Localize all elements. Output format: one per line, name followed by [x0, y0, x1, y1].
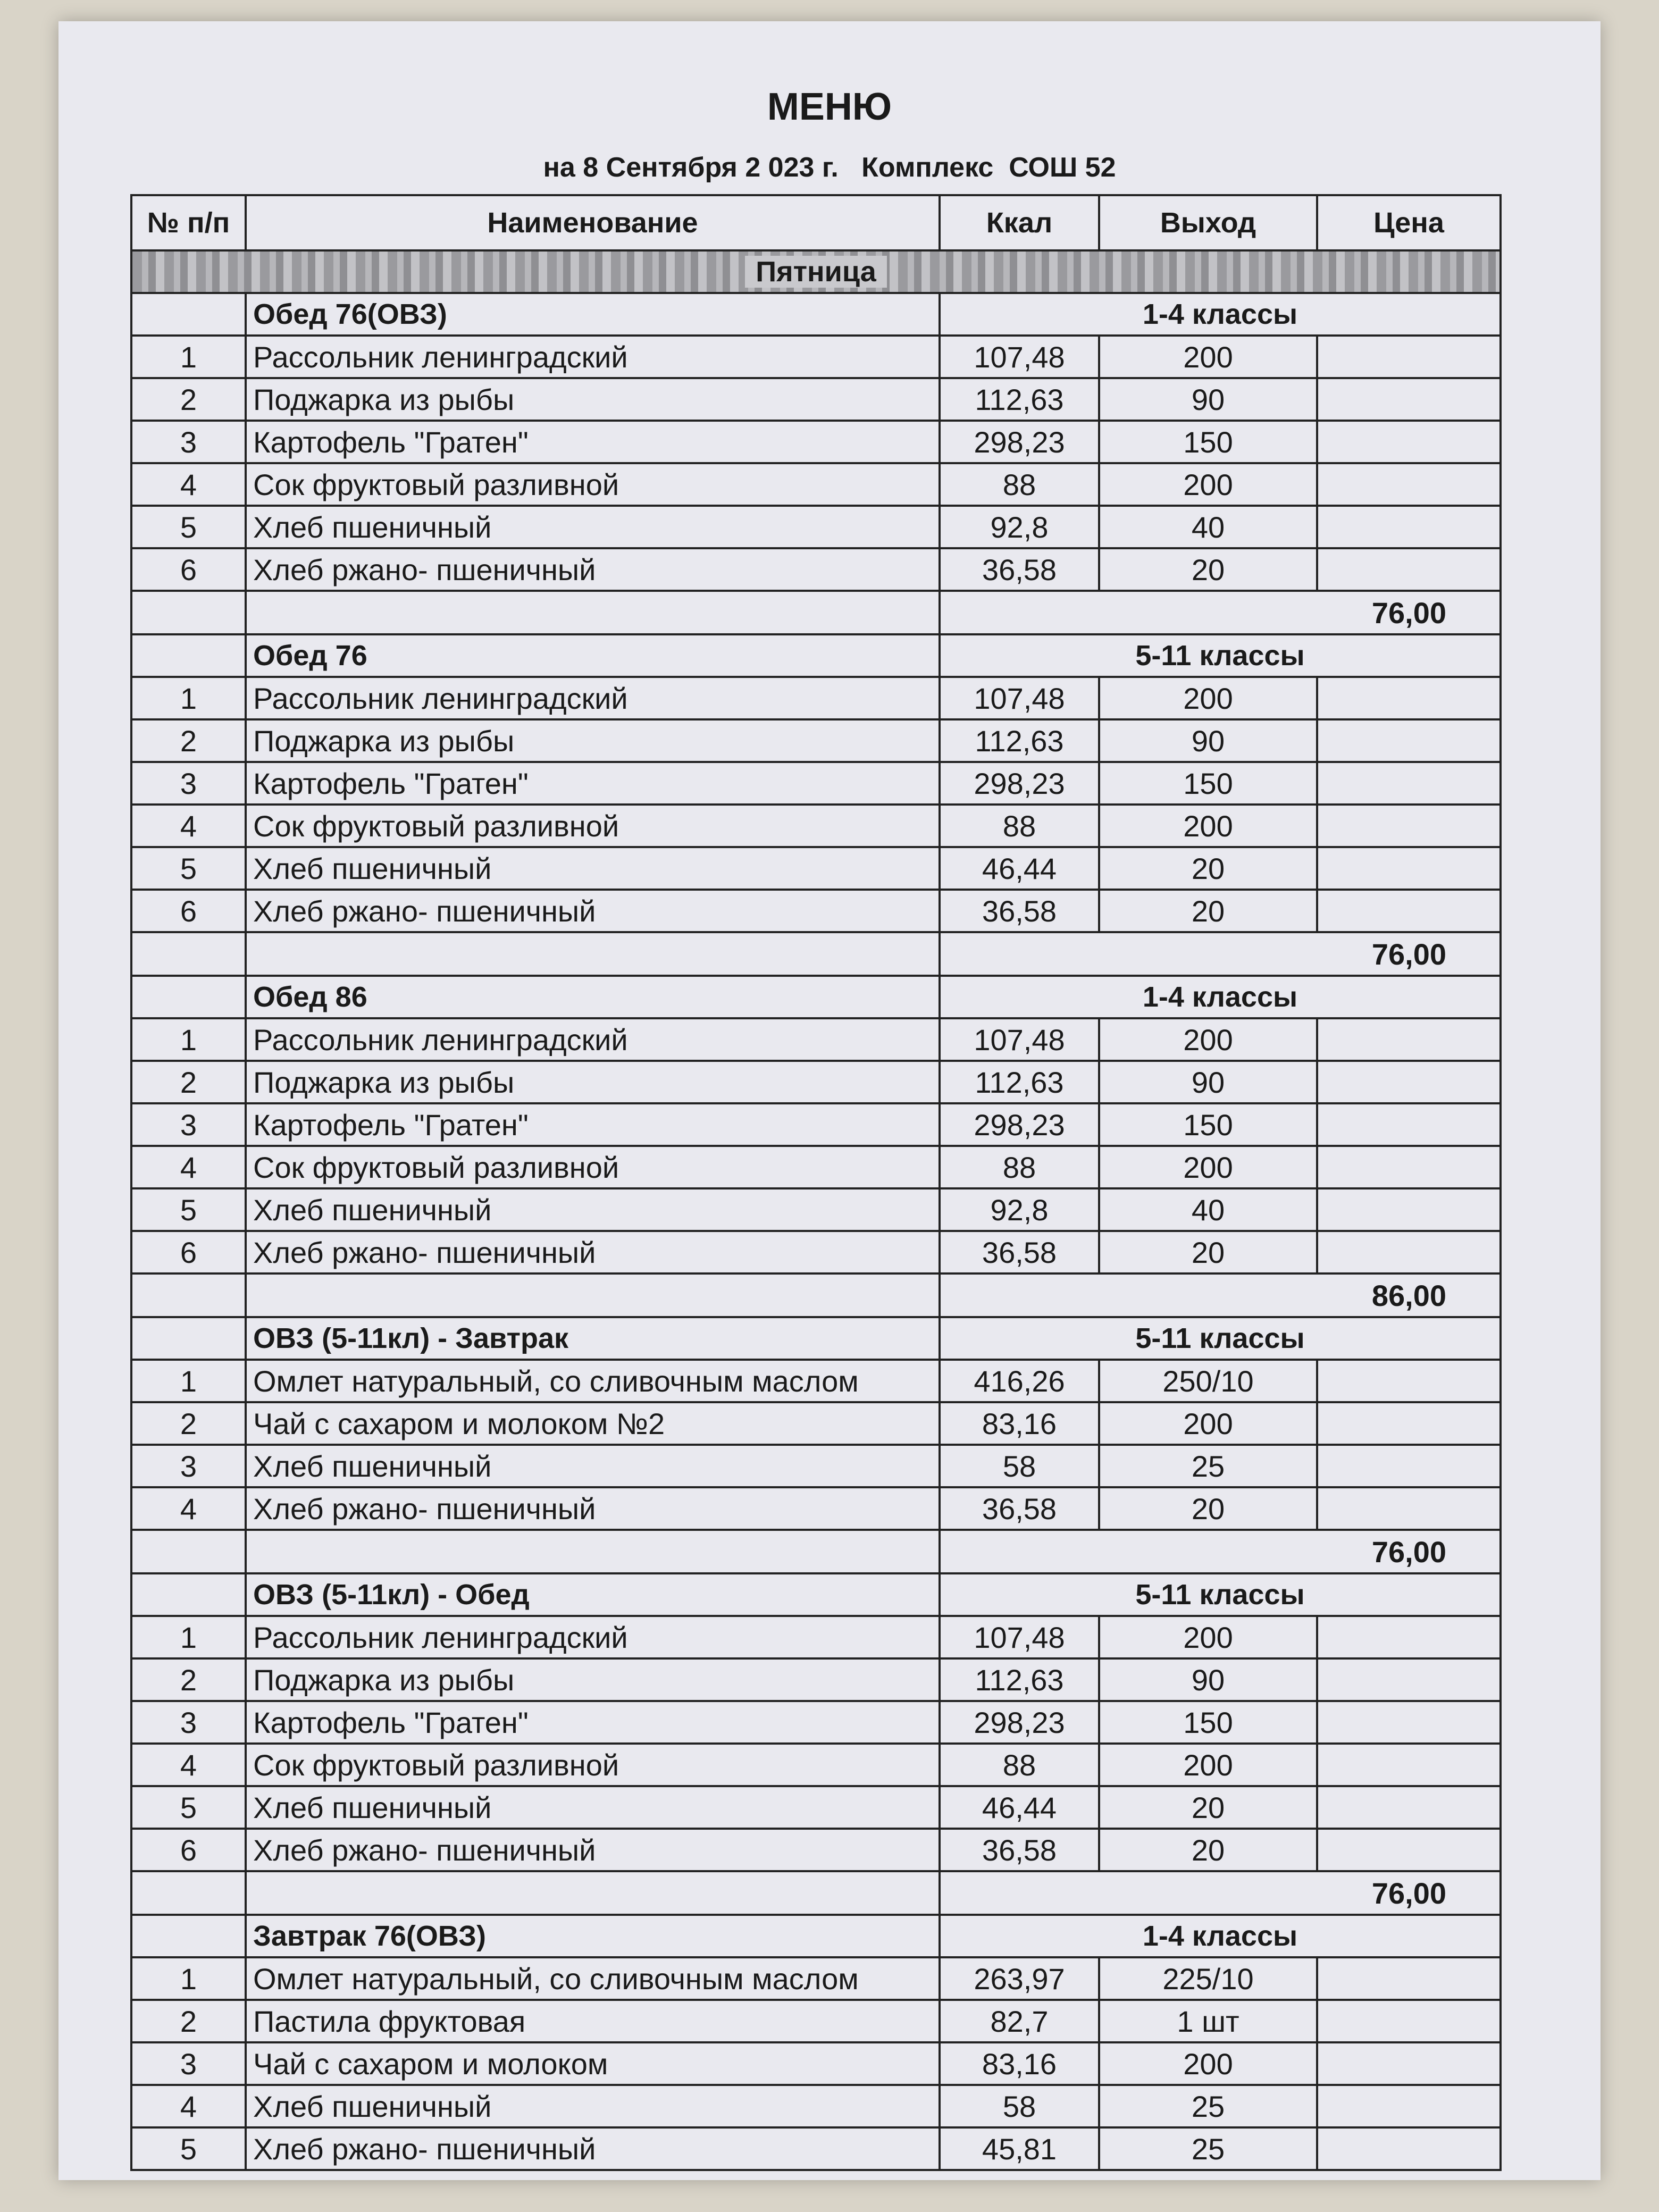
item-price: [1317, 1103, 1501, 1146]
item-kcal: 92,8: [940, 506, 1099, 548]
item-name: Хлеб ржано- пшеничный: [246, 890, 940, 932]
item-price: [1317, 1829, 1501, 1871]
item-yield: 90: [1099, 719, 1317, 762]
item-yield: 200: [1099, 1018, 1317, 1061]
item-number: 6: [131, 548, 246, 591]
item-name: Картофель "Гратен": [246, 762, 940, 805]
item-yield: 200: [1099, 1402, 1317, 1445]
item-name: Хлеб ржано- пшеничный: [246, 2127, 940, 2170]
item-kcal: 112,63: [940, 1061, 1099, 1103]
item-name: Пастила фруктовая: [246, 2000, 940, 2042]
item-price: [1317, 336, 1501, 378]
section-total-row: [131, 1273, 1501, 1317]
item-name: Хлеб пшеничный: [246, 847, 940, 890]
item-yield: 200: [1099, 336, 1317, 378]
item-price: [1317, 677, 1501, 719]
item-number: 6: [131, 890, 246, 932]
item-yield: 150: [1099, 762, 1317, 805]
header-kcal: Ккал: [940, 195, 1099, 250]
menu-item-row: [131, 1616, 1501, 1658]
item-name: Сок фруктовый разливной: [246, 1744, 940, 1786]
item-kcal: 298,23: [940, 1103, 1099, 1146]
menu-item-row: [131, 336, 1501, 378]
menu-item-row: [131, 1402, 1501, 1445]
menu-item-row: [131, 421, 1501, 463]
item-number: 3: [131, 762, 246, 805]
menu-item-row: [131, 1658, 1501, 1701]
item-yield: 20: [1099, 1487, 1317, 1530]
item-yield: 25: [1099, 2085, 1317, 2127]
item-kcal: 92,8: [940, 1188, 1099, 1231]
item-price: [1317, 548, 1501, 591]
total-blank: [246, 932, 940, 976]
item-number: 1: [131, 677, 246, 719]
item-kcal: 112,63: [940, 719, 1099, 762]
item-price: [1317, 805, 1501, 847]
item-number: 2: [131, 1658, 246, 1701]
day-row: [131, 250, 1501, 293]
item-price: [1317, 1188, 1501, 1231]
item-number: 2: [131, 2000, 246, 2042]
item-kcal: 298,23: [940, 1701, 1099, 1744]
item-yield: 90: [1099, 378, 1317, 421]
item-name: Рассольник ленинградский: [246, 677, 940, 719]
item-price: [1317, 1658, 1501, 1701]
section-group: 1-4 классы: [940, 976, 1501, 1018]
section-total-row: [131, 1871, 1501, 1915]
item-name: Рассольник ленинградский: [246, 336, 940, 378]
total-blank: [131, 1871, 246, 1915]
item-number: 4: [131, 2085, 246, 2127]
item-price: [1317, 890, 1501, 932]
item-kcal: 88: [940, 463, 1099, 506]
item-number: 6: [131, 1231, 246, 1273]
item-yield: 150: [1099, 1701, 1317, 1744]
menu-item-row: [131, 1018, 1501, 1061]
item-name: Поджарка из рыбы: [246, 1061, 940, 1103]
section-total-price: 76,00: [940, 932, 1501, 976]
item-yield: 25: [1099, 2127, 1317, 2170]
item-price: [1317, 1616, 1501, 1658]
item-price: [1317, 1744, 1501, 1786]
item-kcal: 83,16: [940, 1402, 1099, 1445]
item-number: 1: [131, 336, 246, 378]
item-name: Хлеб ржано- пшеничный: [246, 548, 940, 591]
item-name: Хлеб пшеничный: [246, 1188, 940, 1231]
section-group: 5-11 классы: [940, 1317, 1501, 1360]
item-yield: 150: [1099, 1103, 1317, 1146]
item-name: Картофель "Гратен": [246, 421, 940, 463]
menu-item-row: [131, 2127, 1501, 2170]
menu-item-row: [131, 1957, 1501, 2000]
section-total-price: 76,00: [940, 1871, 1501, 1915]
item-name: Сок фруктовый разливной: [246, 1146, 940, 1188]
item-number: 6: [131, 1829, 246, 1871]
item-kcal: 83,16: [940, 2042, 1099, 2085]
section-total-price: 86,00: [940, 1273, 1501, 1317]
menu-item-row: [131, 847, 1501, 890]
item-name: Омлет натуральный, со сливочным маслом: [246, 1360, 940, 1402]
item-number: 3: [131, 1701, 246, 1744]
item-price: [1317, 1445, 1501, 1487]
section-header-row: [131, 976, 1501, 1018]
item-kcal: 298,23: [940, 762, 1099, 805]
item-name: Картофель "Гратен": [246, 1103, 940, 1146]
item-number: 4: [131, 1487, 246, 1530]
total-blank: [246, 1273, 940, 1317]
item-name: Поджарка из рыбы: [246, 378, 940, 421]
menu-item-row: [131, 1188, 1501, 1231]
section-header-row: [131, 1573, 1501, 1616]
total-blank: [131, 591, 246, 634]
item-price: [1317, 2085, 1501, 2127]
section-total-price: 76,00: [940, 591, 1501, 634]
item-price: [1317, 1786, 1501, 1829]
menu-item-row: [131, 1146, 1501, 1188]
item-kcal: 298,23: [940, 421, 1099, 463]
item-name: Сок фруктовый разливной: [246, 463, 940, 506]
item-kcal: 112,63: [940, 378, 1099, 421]
menu-item-row: [131, 677, 1501, 719]
total-blank: [131, 1273, 246, 1317]
item-number: 5: [131, 1786, 246, 1829]
item-yield: 20: [1099, 548, 1317, 591]
item-yield: 20: [1099, 1786, 1317, 1829]
item-number: 3: [131, 1445, 246, 1487]
item-kcal: 107,48: [940, 336, 1099, 378]
menu-item-row: [131, 463, 1501, 506]
item-yield: 90: [1099, 1061, 1317, 1103]
menu-item-row: [131, 805, 1501, 847]
menu-subtitle: на 8 Сентября 2 023 г. Комплекс СОШ 52: [543, 152, 1116, 183]
item-yield: 200: [1099, 1744, 1317, 1786]
item-kcal: 107,48: [940, 677, 1099, 719]
item-price: [1317, 1061, 1501, 1103]
item-number: 4: [131, 1146, 246, 1188]
section-total-row: [131, 932, 1501, 976]
item-name: Хлеб пшеничный: [246, 506, 940, 548]
item-name: Хлеб ржано- пшеничный: [246, 1231, 940, 1273]
item-kcal: 58: [940, 1445, 1099, 1487]
menu-item-row: [131, 1360, 1501, 1402]
header-name: Наименование: [246, 195, 940, 250]
section-name: Обед 76(ОВЗ): [246, 293, 940, 336]
section-header-row: [131, 1915, 1501, 1957]
item-number: 1: [131, 1616, 246, 1658]
section-group: 5-11 классы: [940, 634, 1501, 677]
item-number: 2: [131, 1061, 246, 1103]
section-number-cell: [131, 1915, 246, 1957]
item-number: 2: [131, 1402, 246, 1445]
item-price: [1317, 847, 1501, 890]
item-kcal: 36,58: [940, 890, 1099, 932]
item-number: 1: [131, 1018, 246, 1061]
header-number: № п/п: [131, 195, 246, 250]
item-yield: 20: [1099, 1829, 1317, 1871]
item-kcal: 36,58: [940, 1829, 1099, 1871]
item-price: [1317, 719, 1501, 762]
menu-body: [131, 250, 1501, 2170]
section-name: ОВЗ (5-11кл) - Завтрак: [246, 1317, 940, 1360]
menu-item-row: [131, 719, 1501, 762]
menu-item-row: [131, 506, 1501, 548]
item-yield: 25: [1099, 1445, 1317, 1487]
item-yield: 1 шт: [1099, 2000, 1317, 2042]
item-yield: 250/10: [1099, 1360, 1317, 1402]
item-yield: 200: [1099, 805, 1317, 847]
item-price: [1317, 1487, 1501, 1530]
section-number-cell: [131, 1317, 246, 1360]
item-price: [1317, 1701, 1501, 1744]
item-number: 5: [131, 1188, 246, 1231]
section-total-row: [131, 591, 1501, 634]
section-group: 1-4 классы: [940, 1915, 1501, 1957]
item-yield: 20: [1099, 1231, 1317, 1273]
item-number: 5: [131, 506, 246, 548]
menu-item-row: [131, 1061, 1501, 1103]
section-name: ОВЗ (5-11кл) - Обед: [246, 1573, 940, 1616]
item-name: Чай с сахаром и молоком №2: [246, 1402, 940, 1445]
item-kcal: 36,58: [940, 548, 1099, 591]
item-yield: 40: [1099, 506, 1317, 548]
section-total-row: [131, 1530, 1501, 1573]
menu-title: МЕНЮ: [767, 86, 892, 128]
section-group: 5-11 классы: [940, 1573, 1501, 1616]
item-price: [1317, 1231, 1501, 1273]
item-price: [1317, 2000, 1501, 2042]
item-yield: 20: [1099, 847, 1317, 890]
item-number: 2: [131, 719, 246, 762]
day-label: Пятница: [745, 256, 886, 288]
menu-item-row: [131, 1231, 1501, 1273]
section-total-price: 76,00: [940, 1530, 1501, 1573]
item-price: [1317, 1146, 1501, 1188]
item-number: 3: [131, 421, 246, 463]
section-name: Завтрак 76(ОВЗ): [246, 1915, 940, 1957]
menu-item-row: [131, 2085, 1501, 2127]
item-yield: 225/10: [1099, 1957, 1317, 2000]
menu-item-row: [131, 1786, 1501, 1829]
menu-item-row: [131, 1445, 1501, 1487]
menu-table: [130, 194, 1502, 2171]
section-number-cell: [131, 1573, 246, 1616]
item-name: Хлеб пшеничный: [246, 1786, 940, 1829]
item-price: [1317, 421, 1501, 463]
total-blank: [246, 1530, 940, 1573]
item-yield: 150: [1099, 421, 1317, 463]
item-yield: 90: [1099, 1658, 1317, 1701]
item-yield: 200: [1099, 1616, 1317, 1658]
item-price: [1317, 378, 1501, 421]
section-group: 1-4 классы: [940, 293, 1501, 336]
menu-item-row: [131, 1744, 1501, 1786]
item-kcal: 46,44: [940, 1786, 1099, 1829]
item-name: Рассольник ленинградский: [246, 1018, 940, 1061]
item-kcal: 88: [940, 1146, 1099, 1188]
header-yield: Выход: [1099, 195, 1317, 250]
menu-item-row: [131, 1829, 1501, 1871]
item-kcal: 416,26: [940, 1360, 1099, 1402]
menu-item-row: [131, 1103, 1501, 1146]
item-price: [1317, 2127, 1501, 2170]
item-name: Омлет натуральный, со сливочным маслом: [246, 1957, 940, 2000]
item-yield: 200: [1099, 677, 1317, 719]
header-price: Цена: [1317, 195, 1501, 250]
item-yield: 200: [1099, 1146, 1317, 1188]
item-kcal: 36,58: [940, 1231, 1099, 1273]
item-price: [1317, 762, 1501, 805]
total-blank: [131, 932, 246, 976]
section-header-row: [131, 293, 1501, 336]
section-header-row: [131, 634, 1501, 677]
item-price: [1317, 463, 1501, 506]
item-name: Хлеб пшеничный: [246, 2085, 940, 2127]
item-name: Поджарка из рыбы: [246, 1658, 940, 1701]
menu-item-row: [131, 762, 1501, 805]
section-name: Обед 86: [246, 976, 940, 1018]
item-price: [1317, 1957, 1501, 2000]
item-name: Хлеб ржано- пшеничный: [246, 1829, 940, 1871]
item-yield: 40: [1099, 1188, 1317, 1231]
menu-item-row: [131, 378, 1501, 421]
item-number: 5: [131, 2127, 246, 2170]
item-name: Хлеб пшеничный: [246, 1445, 940, 1487]
total-blank: [246, 1871, 940, 1915]
item-number: 1: [131, 1957, 246, 2000]
item-price: [1317, 1402, 1501, 1445]
section-header-row: [131, 1317, 1501, 1360]
menu-item-row: [131, 2042, 1501, 2085]
item-name: Поджарка из рыбы: [246, 719, 940, 762]
menu-item-row: [131, 890, 1501, 932]
menu-item-row: [131, 2000, 1501, 2042]
item-name: Чай с сахаром и молоком: [246, 2042, 940, 2085]
item-kcal: 45,81: [940, 2127, 1099, 2170]
menu-item-row: [131, 1487, 1501, 1530]
item-number: 1: [131, 1360, 246, 1402]
item-kcal: 88: [940, 805, 1099, 847]
item-kcal: 263,97: [940, 1957, 1099, 2000]
item-kcal: 46,44: [940, 847, 1099, 890]
item-kcal: 107,48: [940, 1616, 1099, 1658]
menu-item-row: [131, 548, 1501, 591]
section-number-cell: [131, 976, 246, 1018]
section-number-cell: [131, 293, 246, 336]
section-name: Обед 76: [246, 634, 940, 677]
section-number-cell: [131, 634, 246, 677]
total-blank: [131, 1530, 246, 1573]
item-yield: 200: [1099, 463, 1317, 506]
item-number: 2: [131, 378, 246, 421]
item-price: [1317, 1018, 1501, 1061]
item-kcal: 112,63: [940, 1658, 1099, 1701]
item-yield: 20: [1099, 890, 1317, 932]
item-number: 4: [131, 805, 246, 847]
menu-item-row: [131, 1701, 1501, 1744]
item-number: 3: [131, 1103, 246, 1146]
item-number: 3: [131, 2042, 246, 2085]
total-blank: [246, 591, 940, 634]
item-number: 5: [131, 847, 246, 890]
item-name: Хлеб ржано- пшеничный: [246, 1487, 940, 1530]
item-price: [1317, 506, 1501, 548]
header-row: [131, 195, 1501, 250]
item-kcal: 107,48: [940, 1018, 1099, 1061]
item-kcal: 88: [940, 1744, 1099, 1786]
item-name: Сок фруктовый разливной: [246, 805, 940, 847]
item-kcal: 58: [940, 2085, 1099, 2127]
item-number: 4: [131, 1744, 246, 1786]
item-number: 4: [131, 463, 246, 506]
item-name: Рассольник ленинградский: [246, 1616, 940, 1658]
item-kcal: 36,58: [940, 1487, 1099, 1530]
item-price: [1317, 2042, 1501, 2085]
item-price: [1317, 1360, 1501, 1402]
item-kcal: 82,7: [940, 2000, 1099, 2042]
item-name: Картофель "Гратен": [246, 1701, 940, 1744]
item-yield: 200: [1099, 2042, 1317, 2085]
menu-sheet: [58, 21, 1601, 2180]
